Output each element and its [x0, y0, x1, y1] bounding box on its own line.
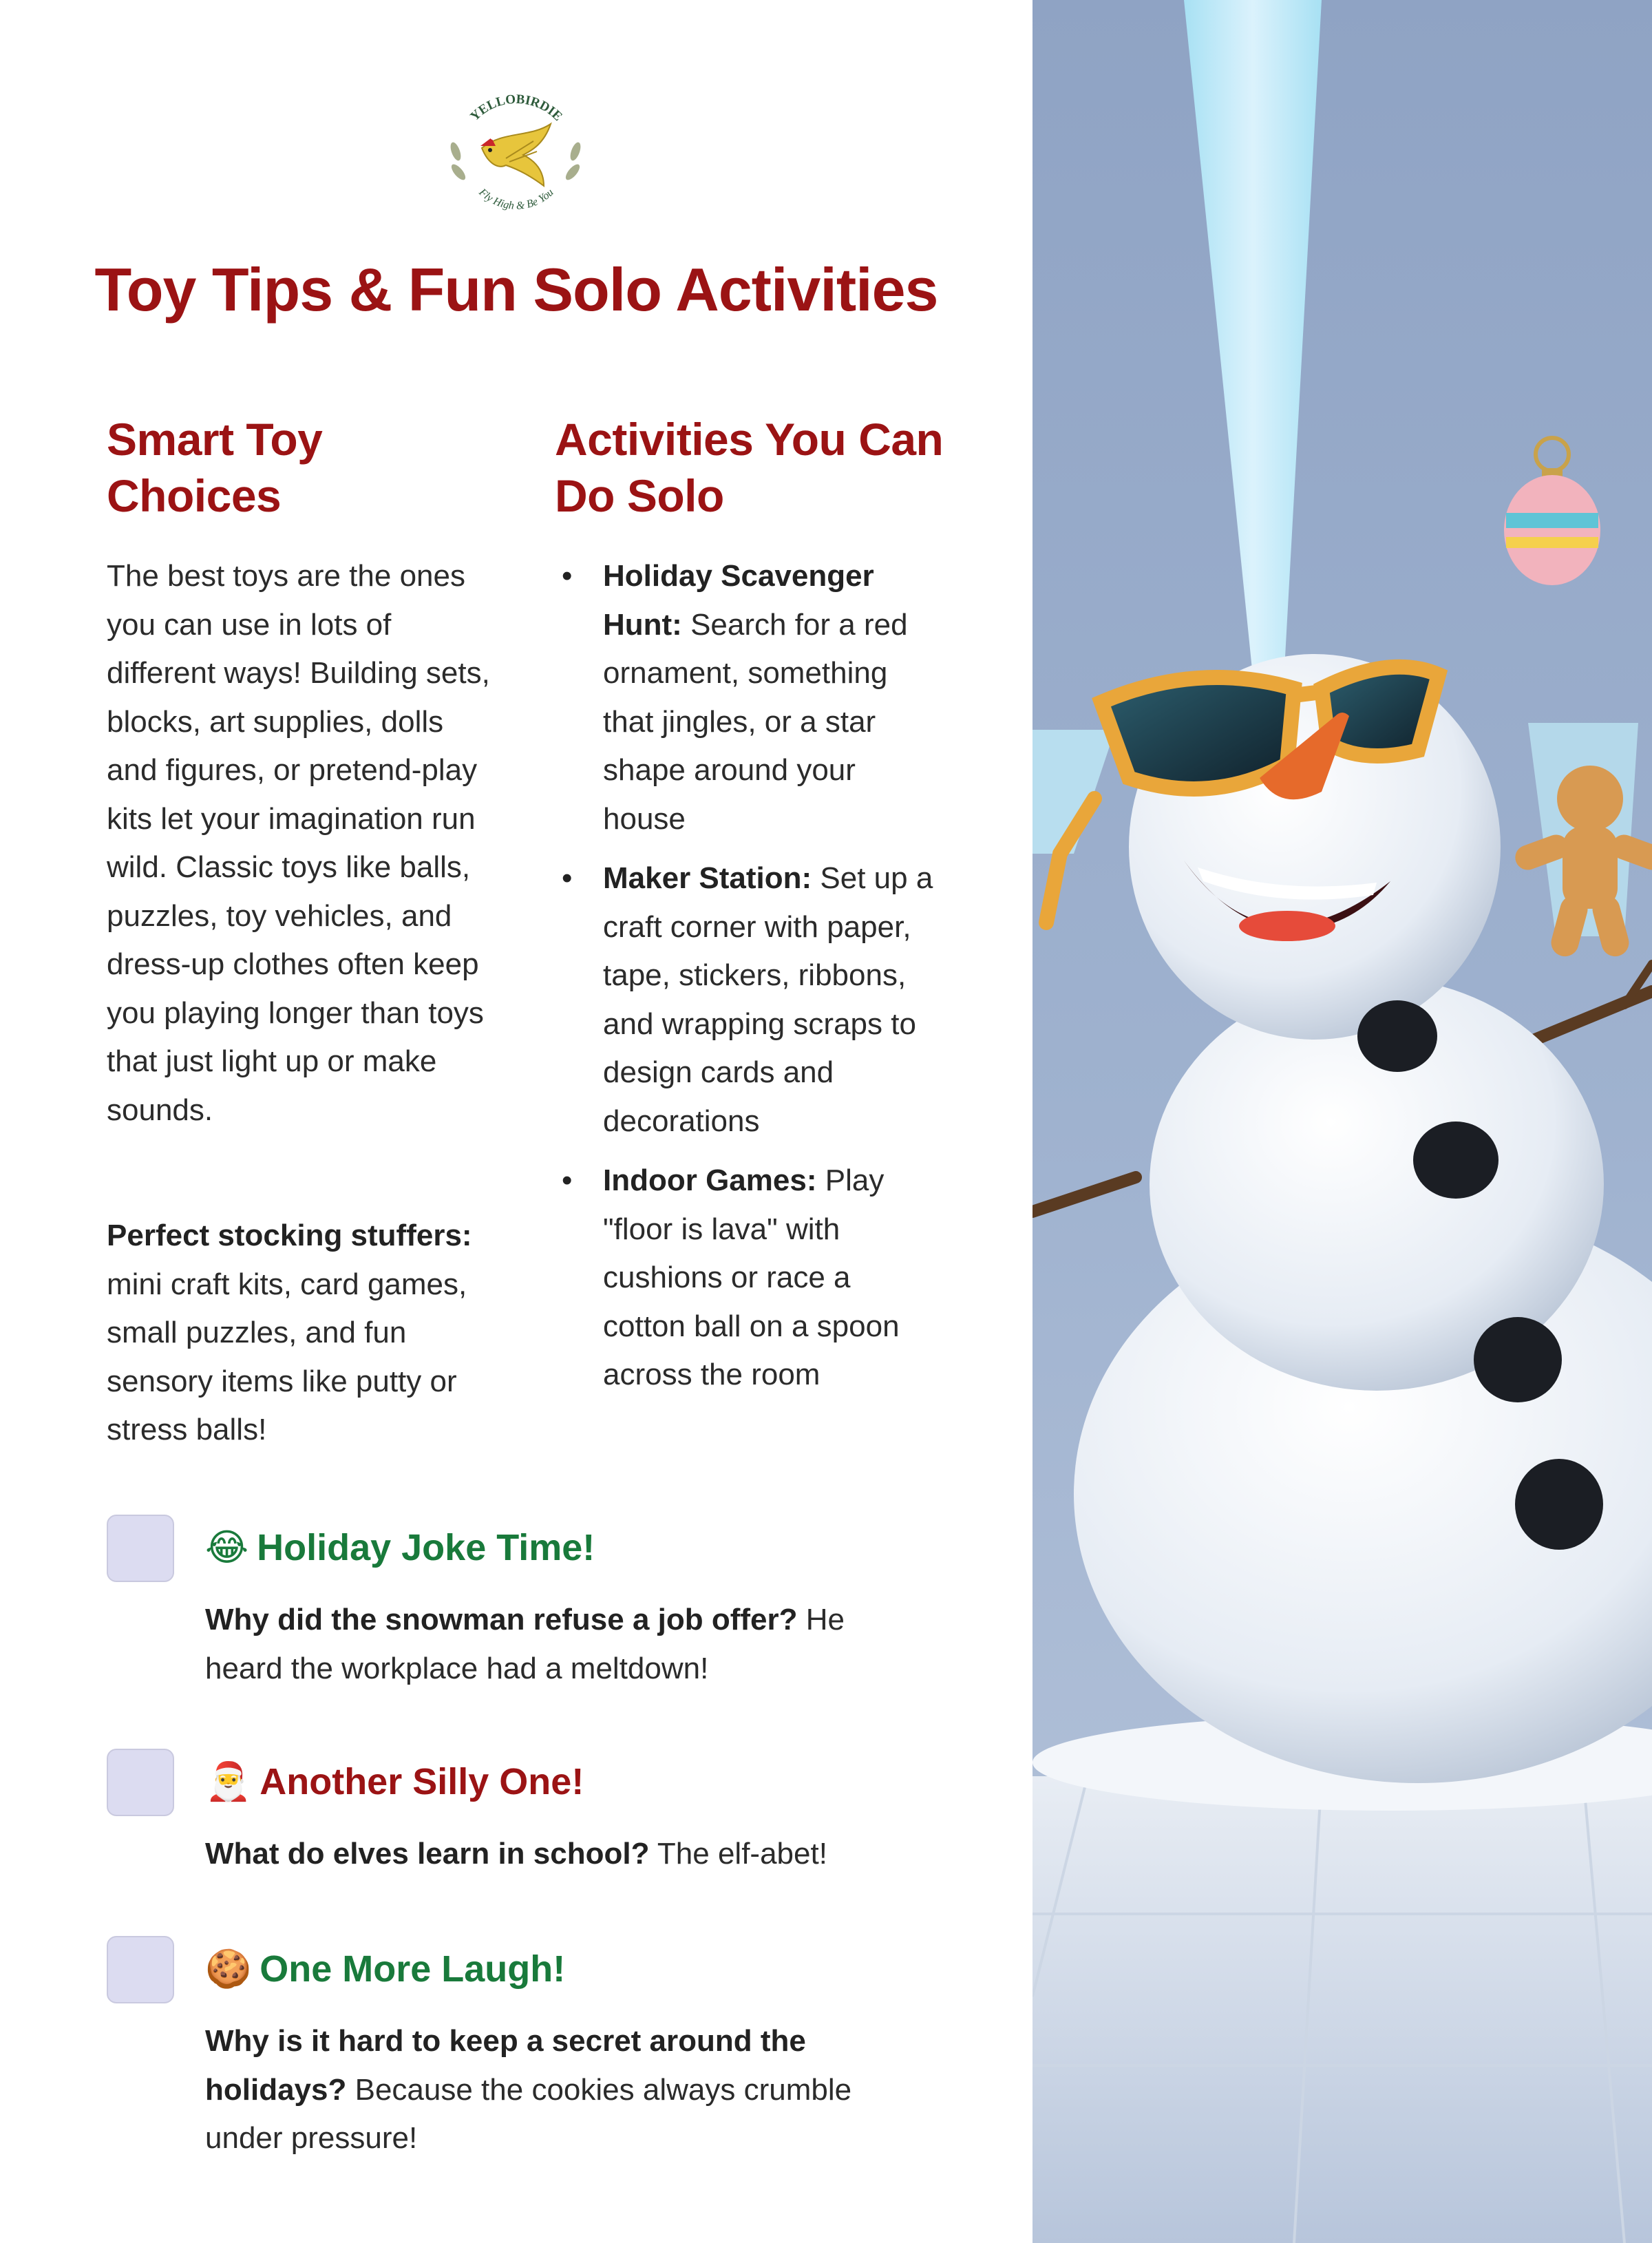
activity-label: Indoor Games: — [603, 1163, 817, 1197]
list-item — [555, 854, 940, 1146]
smart-toys-paragraph: The best toys are the ones you can use in lots of different ways! Building sets, blocks, art supplies, dolls and figures, or pretend-play kits let your imagination run wild. Classic toys like balls, puzzles, toy vehicles, and dress-up clothes often keep you playing longer than toys that just light up or make sounds. — [107, 559, 490, 1127]
joke-answer: Because the cookies always crumble under pressure! — [205, 2072, 852, 2155]
joke-question: Why is it hard to keep a secret around the holidays? — [205, 2024, 806, 2107]
joke-text — [205, 2017, 928, 2163]
activity-label: Maker Station: — [603, 861, 812, 895]
bullet-icon: • — [562, 1163, 573, 1197]
cookie-icon: 🍪 — [205, 1948, 252, 1990]
activities-list — [555, 552, 940, 1411]
bird-icon — [480, 124, 551, 186]
joke-text — [205, 1830, 928, 1879]
bullet-icon: • — [562, 861, 573, 895]
activity-text: Set up a craft corner with paper, tape, stickers, ribbons, and wrapping scraps to design cards and decorations — [603, 861, 933, 1138]
joke-heading-text: One More Laugh! — [260, 1948, 566, 1990]
joke-question: Why did the snowman refuse a job offer? — [205, 1603, 798, 1636]
joke-checkbox[interactable] — [107, 1515, 174, 1582]
yellobirdie-logo — [441, 83, 592, 227]
laughing-face-icon: 😂 — [205, 1527, 249, 1568]
stocking-stuffers-text: mini craft kits, card games, small puzzles, and fun sensory items like putty or stress balls! — [107, 1267, 467, 1446]
snowman-illustration — [1032, 0, 1652, 2243]
list-item — [555, 552, 940, 843]
svg-text:YELLOBIRDIE: YELLOBIRDIE — [467, 92, 565, 125]
stocking-stuffers-label: Perfect stocking stuffers: — [107, 1219, 472, 1252]
activity-text: Play "floor is lava" with cushions or race a cotton ball on a spoon across the room — [603, 1163, 900, 1391]
logo-graphic — [441, 83, 592, 227]
joke-answer: The elf-abet! — [649, 1837, 827, 1871]
stocking-stuffers-paragraph — [107, 1212, 492, 1455]
joke-heading — [205, 1941, 565, 1997]
joke-heading-text: Holiday Joke Time! — [257, 1527, 595, 1568]
activities-heading: Activities You Can Do Solo — [555, 414, 944, 521]
activity-label: Holiday Scavenger Hunt: — [603, 559, 874, 642]
joke-question: What do elves learn in school? — [205, 1837, 650, 1871]
svg-text:Fly High & Be You: Fly High & Be You — [476, 186, 556, 212]
joke-heading — [205, 1754, 584, 1809]
joke-text — [205, 1596, 928, 1693]
page-title: Toy Tips & Fun Solo Activities — [94, 255, 938, 324]
santa-icon: 🎅 — [205, 1761, 252, 1802]
bullet-icon: • — [562, 559, 573, 593]
list-item — [555, 1157, 940, 1400]
joke-checkbox[interactable] — [107, 1936, 174, 2003]
activity-text: Search for a red ornament, something that jingles, or a star shape around your house — [603, 607, 908, 836]
joke-checkbox[interactable] — [107, 1749, 174, 1816]
joke-heading — [205, 1520, 595, 1575]
joke-heading-text: Another Silly One! — [260, 1761, 584, 1802]
snowman-photo — [1032, 0, 1652, 2243]
joke-answer: He heard the workplace had a meltdown! — [205, 1603, 845, 1685]
smart-toys-heading: Smart Toy Choices — [107, 414, 323, 521]
